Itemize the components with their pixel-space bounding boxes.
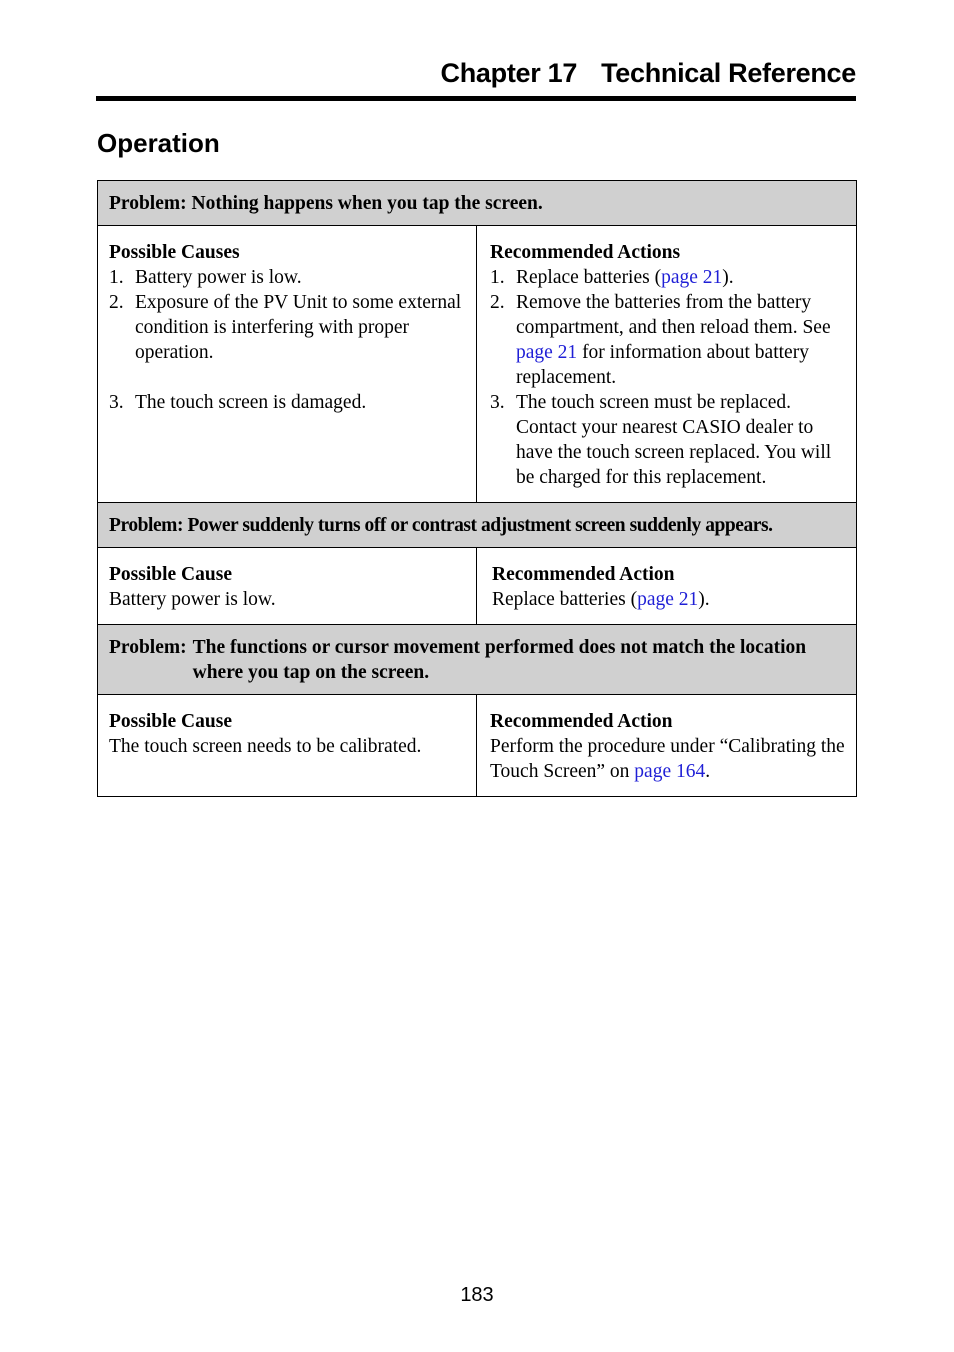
- action-cell: [477, 548, 857, 625]
- header-rule: [96, 96, 856, 101]
- cause-item: 3. The touch screen is damaged.: [109, 392, 367, 413]
- actions-cell: [477, 226, 857, 503]
- section-title: Operation: [97, 128, 220, 158]
- action-item: 3. The touch screen must be replaced. Contact your nearest CASIO dealer to have the touch screen replaced. You will be charged for this replacement.: [490, 392, 832, 488]
- chapter-header: [441, 58, 856, 89]
- problem-label: Problem:: [109, 637, 187, 658]
- chapter-label: Chapter 17: [440, 58, 578, 88]
- troubleshooting-table: [97, 180, 857, 797]
- cause-cell: [98, 695, 477, 797]
- problem-row: [98, 625, 857, 695]
- action-text: Replace batteries (page 21).: [492, 589, 710, 610]
- problem-text: Problem: Power suddenly turns off or contrast adjustment screen suddenly appears.: [109, 515, 773, 536]
- cause-cell: [98, 548, 477, 625]
- cause-item: 2. Exposure of the PV Unit to some external condition is interfering with proper operation.: [109, 292, 462, 363]
- page-link[interactable]: page 21: [661, 267, 723, 288]
- action-cell: [477, 695, 857, 797]
- solution-row: [98, 548, 857, 625]
- page-number: 183: [460, 1284, 494, 1306]
- page-link[interactable]: page 164: [634, 761, 706, 782]
- actions-list: [490, 265, 848, 490]
- page-link[interactable]: page 21: [637, 589, 699, 610]
- action-text: Perform the procedure under “Calibrating the Touch Screen” on page 164.: [490, 736, 845, 782]
- actions-heading: Recommended Actions: [490, 242, 681, 263]
- action-heading: Recommended Action: [492, 564, 675, 585]
- action-heading: Recommended Action: [490, 711, 673, 732]
- cause-heading: Possible Cause: [109, 564, 232, 585]
- causes-heading: Possible Causes: [109, 242, 240, 263]
- cause-heading: Possible Cause: [109, 711, 232, 732]
- problem-text: Problem: Nothing happens when you tap the screen.: [109, 193, 543, 214]
- page-link[interactable]: page 21: [516, 342, 578, 363]
- action-item: 2. Remove the batteries from the battery compartment, and then reload them. See page 21 for information about battery replacement.: [490, 292, 831, 388]
- solution-row: [98, 695, 857, 797]
- cause-text: Battery power is low.: [109, 589, 276, 610]
- cause-text: The touch screen needs to be calibrated.: [109, 736, 422, 757]
- causes-cell: [98, 226, 477, 503]
- chapter-title: Technical Reference: [601, 58, 856, 88]
- causes-list: [109, 265, 465, 415]
- cause-item: 1. Battery power is low.: [109, 267, 302, 288]
- problem-row: [98, 181, 857, 226]
- action-item: 1. Replace batteries (page 21).: [490, 267, 734, 288]
- problem-row: [98, 503, 857, 548]
- solution-row: [98, 226, 857, 503]
- problem-text: The functions or cursor movement performed does not match the location where you tap on the screen.: [192, 637, 807, 683]
